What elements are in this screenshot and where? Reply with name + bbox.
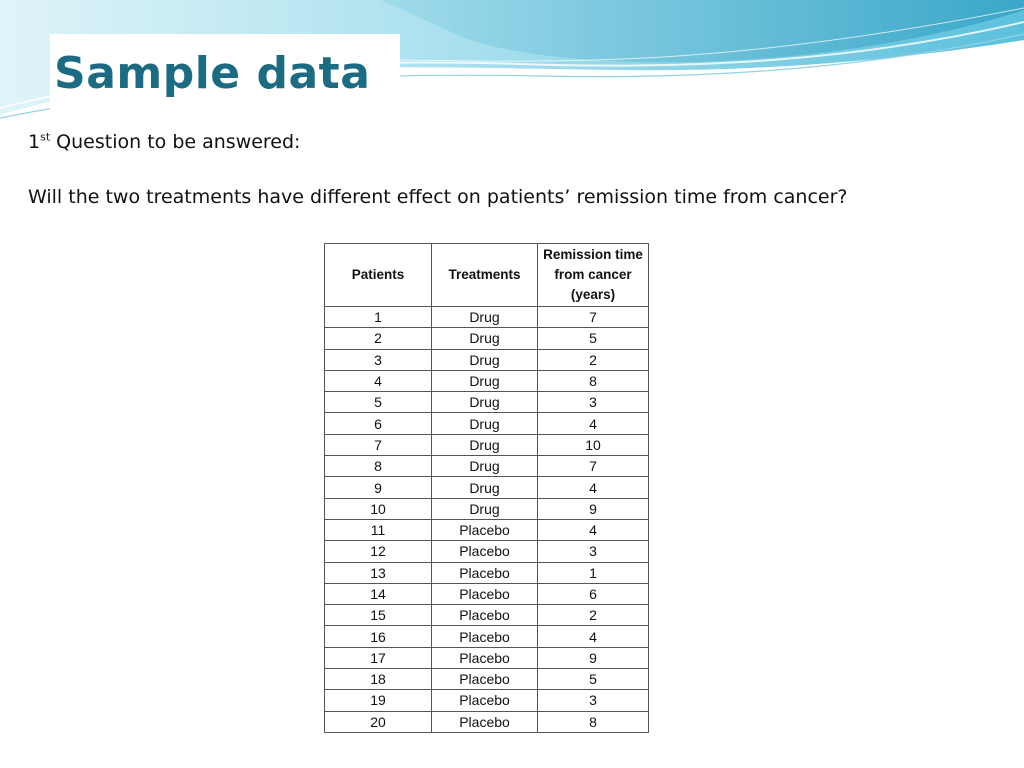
- remission-cell: 3: [538, 690, 649, 711]
- treatment-cell: Placebo: [432, 541, 538, 562]
- remission-cell: 10: [538, 434, 649, 455]
- table-row: [325, 477, 649, 498]
- question-text: Will the two treatments have different effect on patients’ remission time from cancer?: [28, 186, 848, 208]
- treatment-cell: Placebo: [432, 519, 538, 540]
- patient-cell: 12: [325, 541, 432, 562]
- remission-cell: 3: [538, 392, 649, 413]
- patient-cell: 16: [325, 626, 432, 647]
- treatment-cell: Drug: [432, 477, 538, 498]
- table-row: [325, 690, 649, 711]
- table-row: [325, 669, 649, 690]
- table-row: [325, 562, 649, 583]
- patient-cell: 9: [325, 477, 432, 498]
- treatment-cell: Drug: [432, 349, 538, 370]
- remission-cell: 9: [538, 498, 649, 519]
- patient-cell: 20: [325, 711, 432, 732]
- table-row: [325, 413, 649, 434]
- sample-data-table: [324, 243, 649, 733]
- remission-cell: 7: [538, 456, 649, 477]
- patient-cell: 18: [325, 669, 432, 690]
- table-row: [325, 541, 649, 562]
- patient-cell: 13: [325, 562, 432, 583]
- treatment-cell: Drug: [432, 328, 538, 349]
- remission-cell: 9: [538, 647, 649, 668]
- remission-cell: 1: [538, 562, 649, 583]
- question-label-text: Question to be answered:: [50, 131, 301, 153]
- remission-cell: 3: [538, 541, 649, 562]
- remission-cell: 2: [538, 605, 649, 626]
- remission-cell: 4: [538, 413, 649, 434]
- patient-cell: 5: [325, 392, 432, 413]
- treatment-cell: Placebo: [432, 647, 538, 668]
- treatment-cell: Placebo: [432, 626, 538, 647]
- patient-cell: 17: [325, 647, 432, 668]
- table-row: [325, 434, 649, 455]
- remission-cell: 8: [538, 711, 649, 732]
- header-patients: Patients: [325, 244, 432, 307]
- table-row: [325, 328, 649, 349]
- table-row: [325, 647, 649, 668]
- question-ordinal-suffix: st: [40, 130, 51, 144]
- table-row: [325, 626, 649, 647]
- remission-cell: 4: [538, 626, 649, 647]
- treatment-cell: Placebo: [432, 562, 538, 583]
- treatment-cell: Placebo: [432, 711, 538, 732]
- remission-cell: 2: [538, 349, 649, 370]
- table-row: [325, 456, 649, 477]
- patient-cell: 14: [325, 583, 432, 604]
- remission-cell: 4: [538, 477, 649, 498]
- table-row: [325, 498, 649, 519]
- table-row: [325, 583, 649, 604]
- table-row: [325, 307, 649, 328]
- patient-cell: 19: [325, 690, 432, 711]
- table-row: [325, 519, 649, 540]
- slide-title: Sample data: [54, 48, 371, 99]
- treatment-cell: Drug: [432, 370, 538, 391]
- treatment-cell: Drug: [432, 498, 538, 519]
- treatment-cell: Placebo: [432, 669, 538, 690]
- treatment-cell: Drug: [432, 307, 538, 328]
- remission-cell: 8: [538, 370, 649, 391]
- table-row: [325, 370, 649, 391]
- header-remission-time: Remission time from cancer (years): [538, 244, 649, 307]
- remission-cell: 7: [538, 307, 649, 328]
- treatment-cell: Drug: [432, 392, 538, 413]
- treatment-cell: Placebo: [432, 583, 538, 604]
- patient-cell: 2: [325, 328, 432, 349]
- header-treatments: Treatments: [432, 244, 538, 307]
- remission-cell: 5: [538, 328, 649, 349]
- table-row: [325, 711, 649, 732]
- patient-cell: 10: [325, 498, 432, 519]
- table-row: [325, 392, 649, 413]
- treatment-cell: Drug: [432, 413, 538, 434]
- treatment-cell: Drug: [432, 456, 538, 477]
- table-row: [325, 349, 649, 370]
- question-number: 1: [28, 131, 41, 153]
- table-row: [325, 605, 649, 626]
- treatment-cell: Placebo: [432, 605, 538, 626]
- table-header-row: [325, 244, 649, 307]
- patient-cell: 7: [325, 434, 432, 455]
- patient-cell: 3: [325, 349, 432, 370]
- patient-cell: 15: [325, 605, 432, 626]
- patient-cell: 4: [325, 370, 432, 391]
- question-label: [28, 131, 300, 153]
- remission-cell: 5: [538, 669, 649, 690]
- patient-cell: 1: [325, 307, 432, 328]
- patient-cell: 8: [325, 456, 432, 477]
- patient-cell: 11: [325, 519, 432, 540]
- treatment-cell: Placebo: [432, 690, 538, 711]
- remission-cell: 6: [538, 583, 649, 604]
- remission-cell: 4: [538, 519, 649, 540]
- patient-cell: 6: [325, 413, 432, 434]
- treatment-cell: Drug: [432, 434, 538, 455]
